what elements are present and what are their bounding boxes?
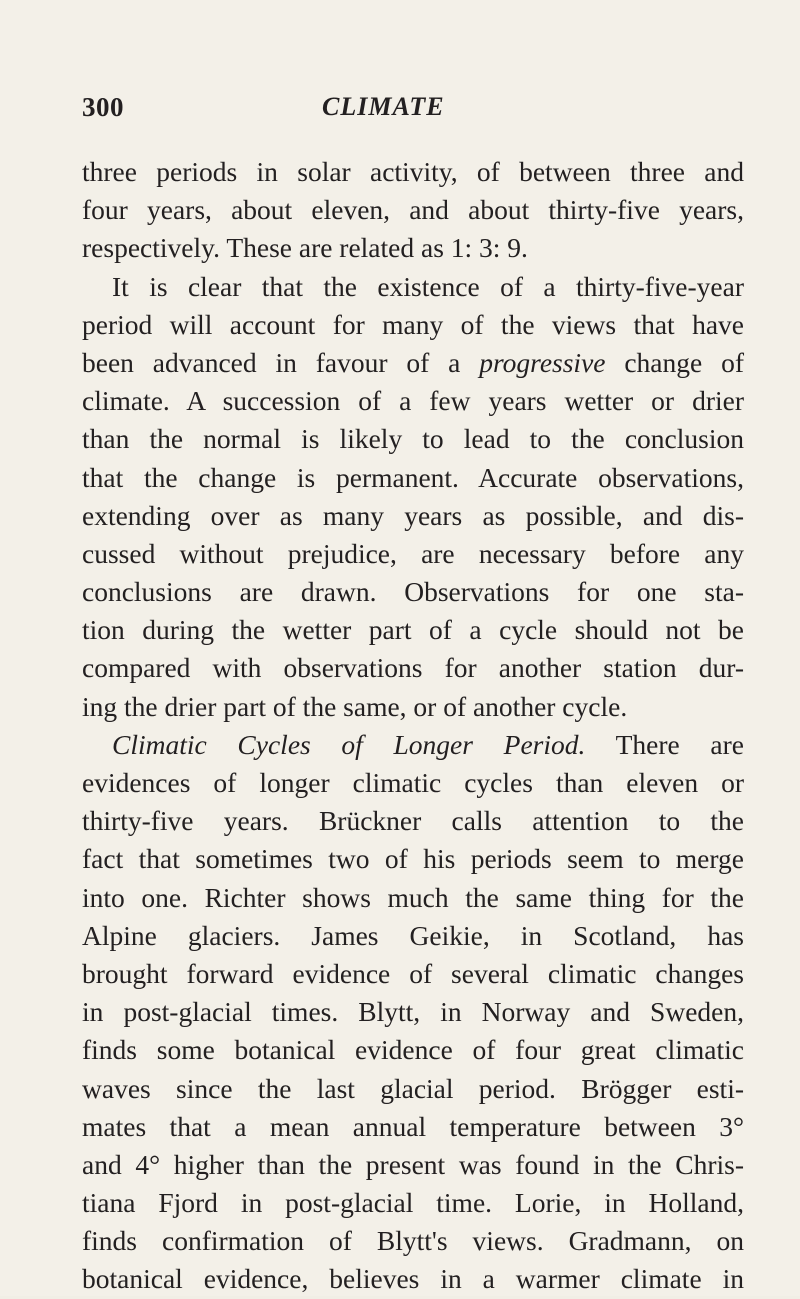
text-line: waves since the last glacial period. Brögger esti- — [82, 1072, 744, 1104]
text-segment: There are — [585, 728, 744, 760]
text-line: in post-glacial times. Blytt, in Norway and Sweden, — [82, 996, 744, 1028]
text-line: tion during the wetter part of a cycle should not be — [82, 614, 744, 646]
text-line: three periods in solar activity, of between three and — [82, 156, 744, 187]
text-line: climate. A succession of a few years wetter or drier — [82, 385, 744, 417]
text-line: four years, about eleven, and about thirty-five years, — [82, 194, 744, 226]
text-line: period will account for many of the views that have — [82, 308, 744, 340]
text-line: evidences of longer climatic cycles than eleven or — [82, 767, 744, 798]
text-line: finds confirmation of Blytt's views. Gradmann, on — [82, 1225, 744, 1257]
text-line: into one. Richter shows much the same thing for the — [82, 881, 744, 913]
text-line — [82, 344, 744, 382]
text-line: botanical evidence, believes in a warmer climate in — [82, 1263, 744, 1295]
text-line: compared with observations for another station dur- — [82, 652, 744, 684]
text-line: than the normal is likely to lead to the conclusion — [82, 423, 744, 455]
text-line: Alpine glaciers. James Geikie, in Scotland, has — [82, 919, 744, 951]
text-line: and 4° higher than the present was found in the Chris- — [82, 1148, 744, 1180]
text-segment: been advanced in favour of a — [82, 346, 480, 378]
text-segment: change of — [605, 346, 744, 378]
text-line: It is clear that the existence of a thirty-five-year — [112, 270, 744, 302]
text-line: brought forward evidence of several climatic changes — [82, 957, 744, 989]
running-title: CLIMATE — [322, 92, 445, 121]
body-text — [82, 153, 744, 1299]
text-line: that the change is permanent. Accurate observations, — [82, 461, 744, 493]
text-line: thirty-five years. Brückner calls attention to the — [82, 805, 744, 837]
text-line: respectively. These are related as 1: 3: 9. — [82, 232, 528, 264]
page-number: 300 — [82, 92, 124, 122]
text-line: conclusions are drawn. Observations for one sta- — [82, 576, 744, 608]
section-heading-line — [82, 726, 744, 764]
text-line: fact that sometimes two of his periods seem to merge — [82, 843, 744, 875]
text-line: ing the drier part of the same, or of another cycle. — [82, 690, 628, 722]
text-line: cussed without prejudice, are necessary before any — [82, 537, 744, 569]
text-line: tiana Fjord in post-glacial time. Lorie, in Holland, — [82, 1187, 744, 1219]
emphasis-text: progressive — [479, 346, 606, 378]
page-header — [82, 92, 722, 132]
text-line: extending over as many years as possible, and dis- — [82, 499, 744, 531]
text-line: mates that a mean annual temperature between 3° — [82, 1110, 744, 1142]
section-heading: Climatic Cycles of Longer Period. — [112, 728, 586, 760]
text-line: finds some botanical evidence of four great climatic — [82, 1034, 744, 1066]
